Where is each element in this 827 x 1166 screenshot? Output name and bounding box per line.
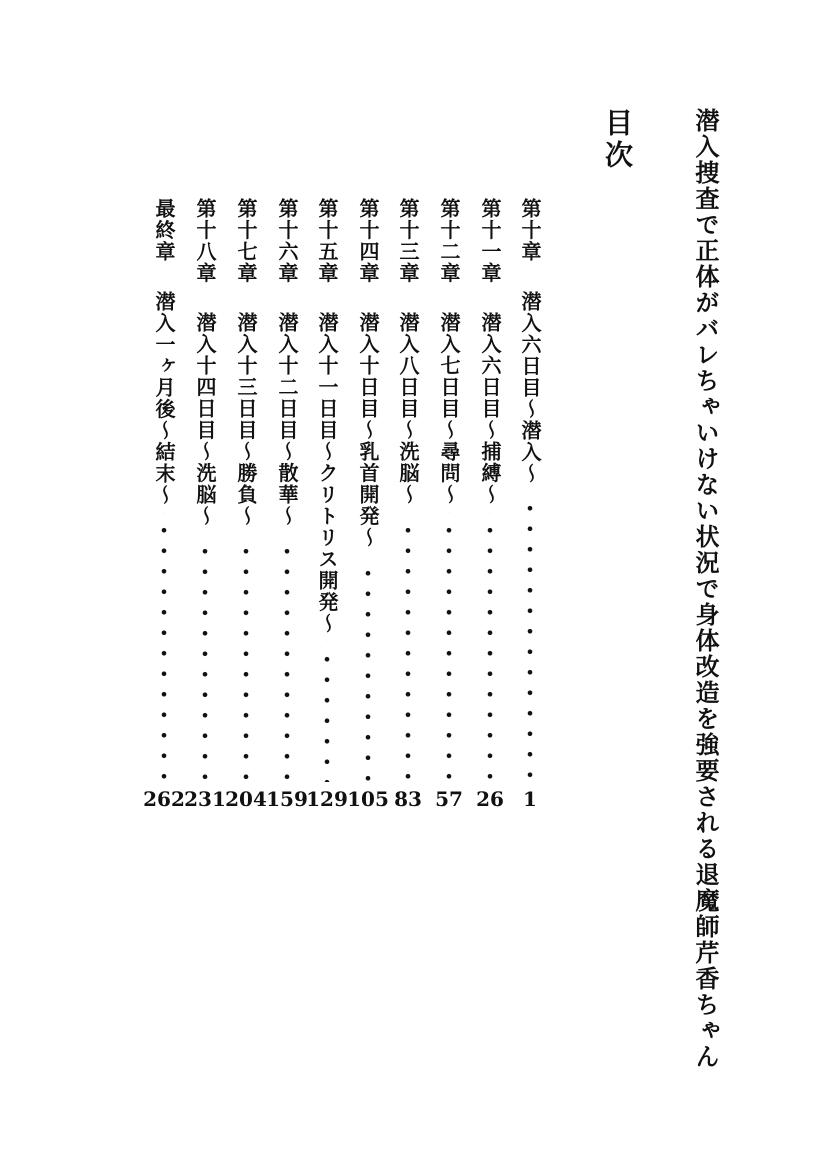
chapter-label: 第十六章 [275,198,299,284]
chapter-label: 第十四章 [356,198,380,284]
chapter-title: 潜入十日目〜乳首開発〜 [356,312,380,549]
chapter-title: 潜入六日目〜捕縛〜 [478,312,502,506]
chapter-title: 潜入十三日目〜勝負〜 [234,312,258,527]
page-number: 26 [476,787,504,811]
dot-leader [201,533,209,782]
book-title: 潜入捜査で正体がバレちゃいけない状況で身体改造を強要される退魔師芹香ちゃん [691,108,720,1070]
toc-entry[interactable] [429,198,469,810]
toc-entry[interactable] [388,198,428,810]
dot-leader [364,555,372,783]
dot-leader [242,533,250,782]
page-number: 57 [435,787,463,811]
toc-entry[interactable] [144,198,184,810]
chapter-title: 潜入十四日目〜洗脳〜 [193,312,217,527]
dot-leader [160,512,168,783]
toc-entry[interactable] [185,198,225,810]
dot-leader [283,533,291,782]
toc-entry[interactable] [226,198,266,810]
toc-entry[interactable] [510,198,550,810]
chapter-title: 潜入六日目〜潜入〜 [518,290,542,484]
chapter-label: 第十章 [518,198,542,263]
dot-leader [486,512,494,783]
toc-heading: 目次 [601,108,634,172]
dot-leader [404,512,412,783]
toc-entry[interactable] [470,198,510,810]
chapter-label: 第十一章 [478,198,502,284]
page-number: 1 [523,787,537,811]
toc-entry[interactable] [348,198,388,810]
chapter-label: 第十七章 [234,198,258,284]
chapter-label: 第十五章 [315,198,339,284]
page-number: 105 [347,787,389,811]
page-number: 129 [306,787,348,811]
chapter-label: 最終章 [152,198,176,263]
chapter-label: 第十八章 [193,198,217,284]
chapter-title: 潜入十二日目〜散華〜 [275,312,299,527]
chapter-title: 潜入七日目〜尋問〜 [437,312,461,506]
page-number: 204 [225,787,267,811]
dot-leader [445,512,453,783]
toc-entry[interactable] [307,198,347,810]
dot-leader [526,490,534,782]
chapter-title: 潜入一ヶ月後〜結末〜 [152,290,176,506]
page-number: 159 [266,787,308,811]
chapter-title: 潜入八日目〜洗脳〜 [396,312,420,506]
page-number: 231 [184,787,226,811]
toc-entry[interactable] [267,198,307,810]
chapter-title: 潜入十一日目〜クリトリス開発〜 [315,312,339,635]
page-number: 83 [394,787,422,811]
page-number: 262 [143,787,185,811]
chapter-label: 第十三章 [396,198,420,284]
chapter-label: 第十二章 [437,198,461,284]
dot-leader [323,641,331,783]
